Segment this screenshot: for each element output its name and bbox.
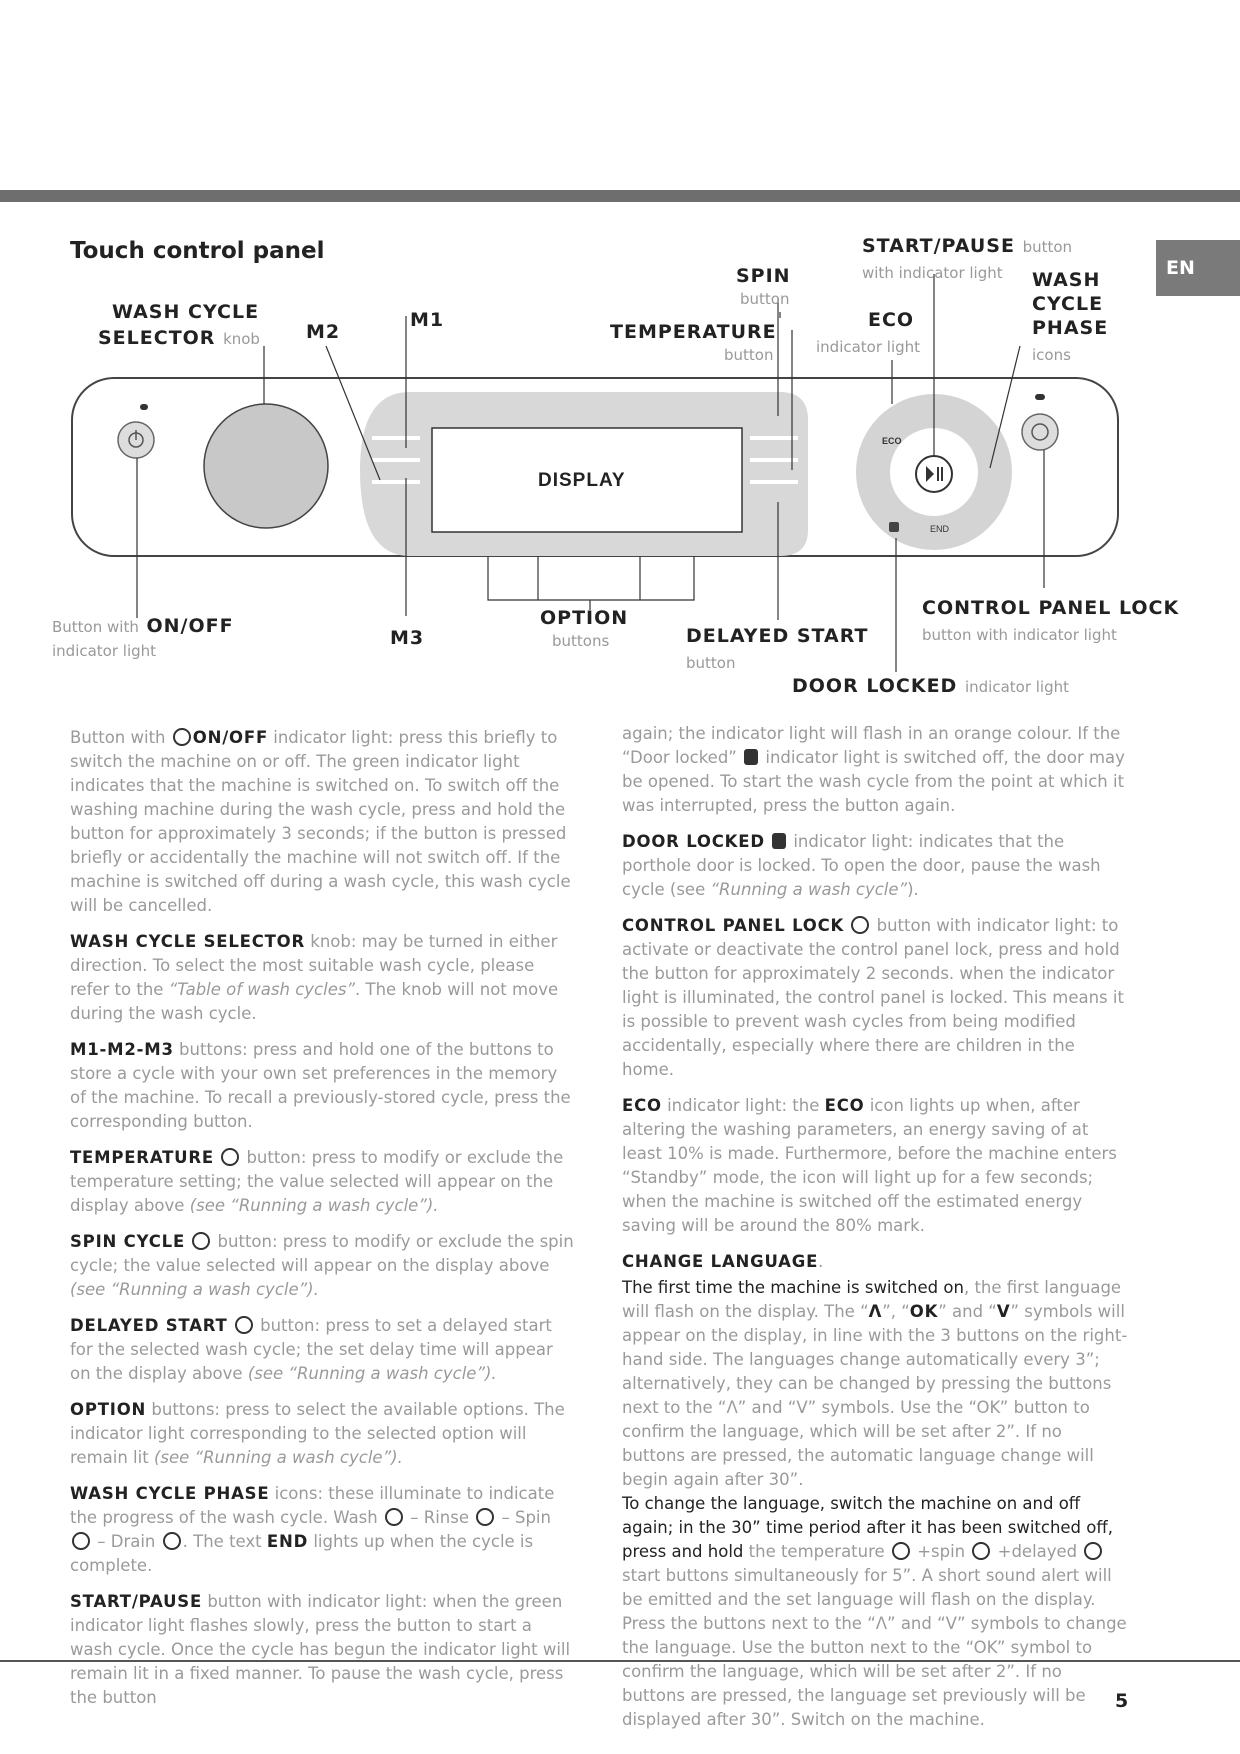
para-temperature: TEMPERATURE button: press to modify or exclude the temperature setting; the value selected will appear on the display above (see “Running a wash cycle”). (70, 1148, 564, 1215)
para-door-locked: DOOR LOCKED indicator light: indicates that the porthole door is locked. To open the door, pause the wash cycle (see “Running a wash cycle”). (622, 832, 1101, 899)
para-m-buttons: M1-M2-M3 buttons: press and hold one of the buttons to store a cycle with your own set preferences in the memory of the machine. To recall a previously-stored cycle, press the corresponding button. (70, 1040, 571, 1131)
label-eco: ECO (868, 309, 915, 331)
para-eco: ECO indicator light: the ECO icon lights up when, after altering the washing parameters, an energy saving of at least 10% is made. Furthermore, before the machine enters “Standby” mode, the icon will light up for a few seconds; when the machine is switched off the estimated energy saving will be around the 80% mark. (622, 1096, 1117, 1235)
label-control-panel-lock: CONTROL PANEL LOCK (922, 597, 1180, 619)
para-change-language-1: The first time the machine is switched on, the first language will flash on the display. The “Λ”, “OK” and “V” symbols will appear on the display, in line with the 3 buttons on the right-hand side. The languages change automatically every 3”; alternatively, they can be changed by pressing the buttons next to the “Λ” and “V” symbols. Use the “OK” button to confirm the language, which will be set after 2”. If no buttons are pressed, the automatic language change will begin again after 30”. (622, 1278, 1128, 1489)
label-door-locked: DOOR LOCKED indicator light (792, 675, 1069, 697)
label-delayed-start: DELAYED START (686, 625, 869, 647)
power-icon (173, 728, 191, 746)
drain-icon (163, 1532, 181, 1550)
para-start-pause: START/PAUSE button with indicator light: when the green indicator light flashes slowly, press the button to start a wash cycle. Once the cycle has begun the indicator light will remain lit in a fixed manner. To pause the wash cycle, press the button (70, 1592, 571, 1707)
label-spin: SPIN (736, 265, 791, 287)
label-m1: M1 (410, 309, 445, 331)
wash-icon (385, 1508, 403, 1526)
label-m2: M2 (306, 321, 341, 343)
clock-icon (235, 1316, 253, 1334)
para-control-panel-lock: CONTROL PANEL LOCK button with indicator light: to activate or deactivate the control panel lock, press and hold the button for approximately 2 seconds. when the indicator light is illuminated, the control panel is locked. This means it is possible to prevent wash cycles from being modified accidentally, especially where there are children in the home. (622, 916, 1124, 1079)
left-column (70, 726, 578, 1722)
clock-icon (1084, 1542, 1102, 1560)
lock-icon (772, 833, 786, 849)
end-icon: END (930, 524, 950, 534)
label-start-pause: START/PAUSE button (862, 235, 1073, 257)
label-temperature-sub: button (724, 346, 774, 364)
label-spin-sub: button (740, 290, 790, 308)
page-title: Touch control panel (70, 238, 325, 264)
para-option: OPTION buttons: press to select the available options. The indicator light corresponding to the selected option will remain lit (see “Running a wash cycle”). (70, 1400, 565, 1467)
label-wash-cycle-phase-1: WASH (1032, 269, 1101, 291)
display-label: DISPLAY (538, 470, 626, 491)
label-eco-sub: indicator light (816, 338, 921, 356)
para-change-language-2: To change the language, switch the machine on and off again; in the 30” time period after it has been switched off, press and hold the temperature +spin +delayed start buttons simultaneously for 5”. A short sound alert will be emitted and the set language will flash on the display. Press the buttons next to the “Λ” and “V” symbols to change the language. Use the button next to the “OK” symbol to confirm the language, which will be set after 2”. If no buttons are pressed, the language set previously will be displayed after 30”. Switch on the machine. (622, 1494, 1127, 1729)
label-delayed-start-sub: button (686, 654, 736, 672)
para-start-pause-cont: again; the indicator light will flash in an orange colour. If the “Door locked” indicator light is switched off, the door may be opened. To start the wash cycle from the point at which it was interrupted, press the button again. (622, 724, 1125, 815)
label-temperature: TEMPERATURE (610, 321, 777, 343)
language-tab: EN (1156, 240, 1240, 296)
spin-icon (72, 1532, 90, 1550)
para-spin-cycle: SPIN CYCLE button: press to modify or exclude the spin cycle; the value selected will appear on the display above (see “Running a wash cycle”). (70, 1232, 574, 1299)
child-lock-icon (851, 916, 869, 934)
footer-rule (0, 1660, 1240, 1662)
label-control-panel-lock-sub: button with indicator light (922, 626, 1117, 644)
label-onoff-sub: indicator light (52, 642, 157, 660)
label-start-pause-sub: with indicator light (862, 264, 1003, 282)
thermometer-icon (892, 1542, 910, 1560)
para-wash-cycle-selector: WASH CYCLE SELECTOR knob: may be turned in either direction. To select the most suitable wash cycle, please refer to the “Table of wash cycles”. The knob will not move during the wash cycle. (70, 932, 559, 1023)
para-change-language-title: CHANGE LANGUAGE. (622, 1252, 824, 1271)
para-onoff: Button with ON/OFF indicator light: press this briefly to switch the machine on or off. The green indicator light indicates that the machine is switched on. To switch off the washing machine during the wash cycle, press and hold the button for approximately 3 seconds; if the button is pressed briefly or accidentally the machine will not switch off. If the machine is switched off during a wash cycle, this wash cycle will be cancelled. (70, 728, 571, 915)
label-wash-cycle-selector: WASH CYCLE (112, 301, 260, 323)
label-wash-cycle-phase-sub: icons (1032, 346, 1071, 364)
label-option-sub: buttons (552, 632, 610, 650)
label-wash-cycle-selector-2: SELECTOR knob (98, 327, 260, 349)
rinse-icon (476, 1508, 494, 1526)
door-lock-icon (889, 522, 899, 532)
para-wash-cycle-phase: WASH CYCLE PHASE icons: these illuminate to indicate the progress of the wash cycle. Wash – Rinse – Spin – Drain . The text END lights up when the cycle is complete. (70, 1484, 555, 1575)
label-wash-cycle-phase-3: PHASE (1032, 317, 1109, 339)
label-option: OPTION (540, 607, 629, 629)
lock-icon (744, 749, 758, 765)
spin-icon (192, 1232, 210, 1250)
label-onoff: Button with ON/OFF (52, 615, 234, 637)
wash-cycle-knob (204, 404, 328, 528)
label-wash-cycle-phase-2: CYCLE (1032, 293, 1104, 315)
para-delayed-start: DELAYED START button: press to set a delayed start for the selected wash cycle; the set delay time will appear on the display above (see “Running a wash cycle”). (70, 1316, 553, 1383)
right-column (622, 722, 1130, 1744)
control-lock-icon (1022, 414, 1058, 450)
thermometer-icon (221, 1148, 239, 1166)
eco-icon: ECO (882, 436, 902, 446)
label-m3: M3 (390, 627, 425, 649)
page-number: 5 (1115, 1690, 1129, 1712)
spin-icon (972, 1542, 990, 1560)
